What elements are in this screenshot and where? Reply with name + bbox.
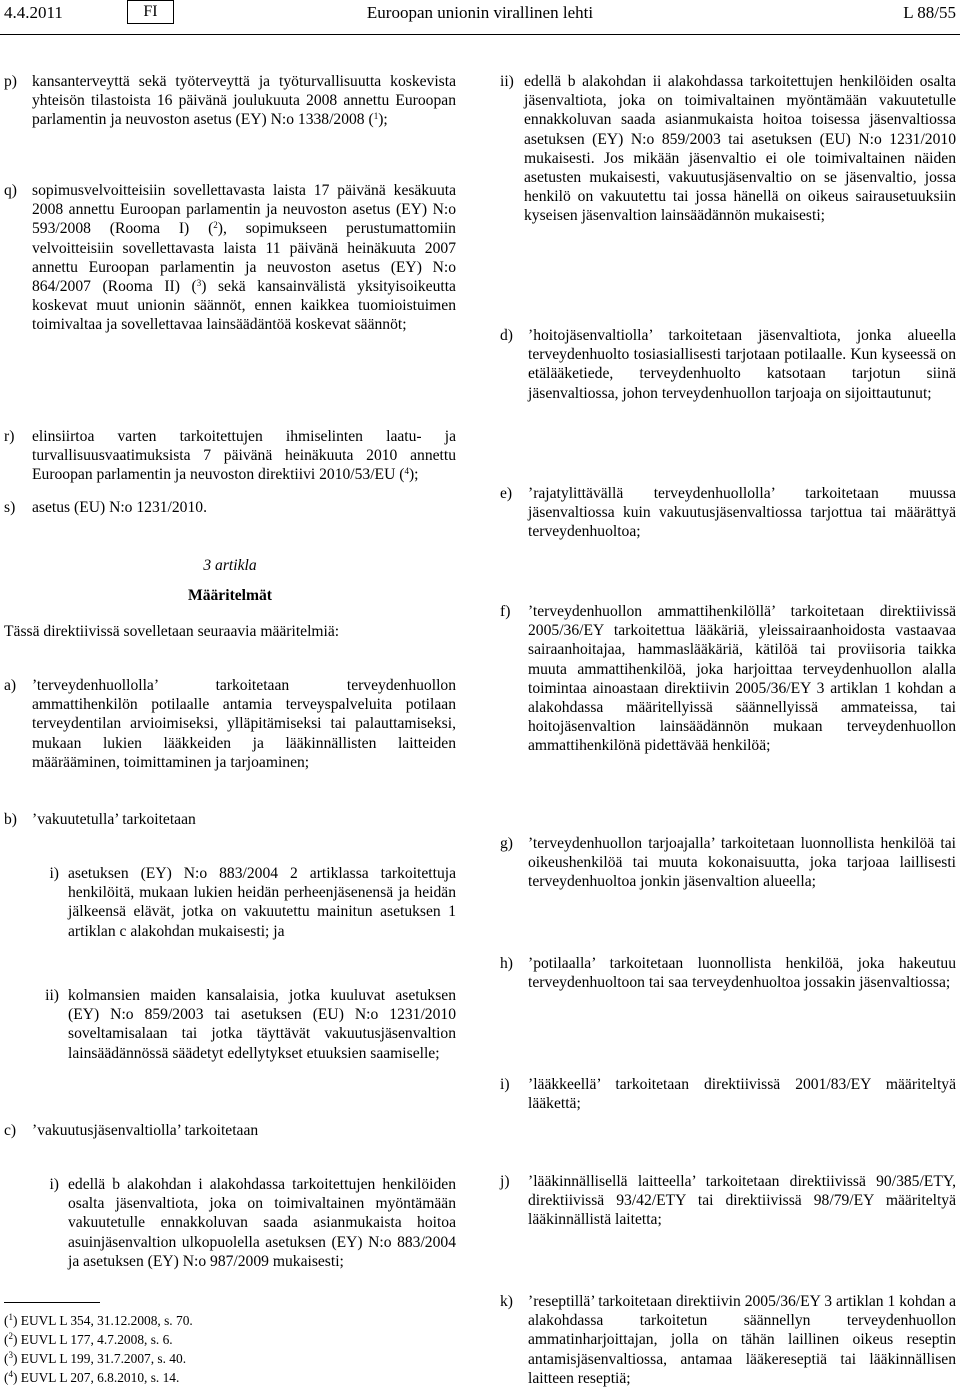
item-b-ii <box>4 986 456 1063</box>
item-label: g) <box>500 835 513 852</box>
item-text: ’terveydenhuollon ammattihenkilöllä’ tarkoitetaan direktiivissä 2005/36/EY tarkoitettua lääkäriä, yleissairaanhoidosta vastaavaa sairaanhoitajaa, hammaslääkäriä, kätilöä tai proviisoria taikka muuta ammattihenkilöä, joka harjoittaa terveydenhuollon alalla toimintaa ainoastaan direktiivin 2005/36/EY 3 artiklan 1 kohdan a alakohdassa määritellyissä säännellyissä ammateissa, tai hoitojäsenvaltion lainsäädännön mukaan terveydenhuollon ammattihenkilönä pidettävää henkilöä; <box>528 603 956 755</box>
item-g <box>500 834 956 892</box>
item-label: j) <box>500 1173 510 1190</box>
item-text: ’vakuutusjäsenvaltiolla’ tarkoitetaan <box>32 1122 259 1139</box>
item-text: kolmansien maiden kansalaisia, jotka kuuluvat asetuksen (EY) N:o 859/2003 tai asetuksen (EU) N:o 1231/2010 soveltamisalaan tai jotka täyttävät vakuutusjäsenvaltion lainsäädännössä säädetyt edellytykset etuuksien saamiselle; <box>68 987 456 1062</box>
item-label: i) <box>500 1076 510 1093</box>
footnote: ($^2$) EUVL L 177, 4.7.2008, s. 6. <box>4 1331 173 1347</box>
item-text: ’lääkinnällisellä laitteella’ tarkoitetaan direktiivissä 90/385/ETY, direktiivissä 93/42/ETY tai direktiivissä 98/79/EY määriteltyä lääkinnällistä laitetta; <box>528 1173 956 1229</box>
item-b-i <box>4 864 456 941</box>
item-text: edellä b alakohdan i alakohdassa tarkoitettujen henkilöiden osalta jäsenvaltiota, joka on toimivaltainen myöntämään vakuutetulle ennakkoluvan saada asianmukaista hoitoa asuinjäsenvaltion ulkopuolella asetuksen (EY) N:o 883/2004 ja asetuksen (EY) N:o 987/2009 mukaisesti; <box>68 1176 456 1270</box>
item-label: i) <box>49 865 59 882</box>
item-text: ’reseptillä’ tarkoitetaan direktiivin 2005/36/EY 3 artiklan 1 kohdan a alakohdassa tarkoitetun säännellyn terveydenhuollon ammatinharjoittajan, jolla on tähän laillinen oikeus reseptin antamisjäsenvaltiossa, antamaa lääkereseptiä tai lääkinnällisen laitteen reseptiä; <box>528 1293 956 1387</box>
item-p <box>4 72 456 130</box>
footnote-ref: 2 <box>213 220 218 231</box>
item-label: s) <box>4 499 16 516</box>
item-q <box>4 181 456 335</box>
item-c-i <box>4 1175 456 1271</box>
right-column <box>500 72 956 1390</box>
item-i <box>500 1075 956 1113</box>
footnote: ($^1$) EUVL L 354, 31.12.2008, s. 70. <box>4 1312 193 1328</box>
item-c <box>4 1121 456 1140</box>
item-a <box>4 676 456 772</box>
item-label: d) <box>500 327 513 344</box>
item-text: ’terveydenhuollolla’ tarkoitetaan terveydenhuollon ammattihenkilön potilaalle antamia terveyspalveluita potilaan terveydentilan arvioimiseksi, ylläpitämiseksi tai palauttamiseksi, mukaan lukien lääkkeiden ja lääkinnällisten laitteiden määrääminen, toimittaminen ja tarjoaminen; <box>32 677 456 771</box>
item-text: elinsiirtoa varten tarkoitettujen ihmiselinten laatu- ja turvallisuusvaatimuksista 7 päivänä heinäkuuta 2010 annettu Euroopan parlamentin ja neuvoston direktiivi 2010/53/EU ($^4$); <box>32 428 456 484</box>
journal-title: Euroopan unionin virallinen lehti <box>366 3 594 22</box>
item-text: ’lääkkeellä’ tarkoitetaan direktiivissä 2001/83/EY määriteltyä lääkettä; <box>528 1076 956 1113</box>
item-text: kansanterveyttä sekä työterveyttä ja työturvallisuutta koskevista yhteisön tilastoista 16 päivänä joulukuuta 2008 annettu Euroopan parlamentin ja neuvoston asetus (EY) N:o 1338/2008 ($^1$); <box>32 73 456 129</box>
item-b <box>4 810 456 829</box>
left-column <box>4 72 456 1390</box>
item-text: ’potilaalla’ tarkoitetaan luonnollista henkilöä, joka hakeutuu terveydenhuoltoon tai saa terveydenhuoltoa jossakin jäsenvaltiossa; <box>528 955 956 992</box>
item-label: i) <box>49 1176 59 1193</box>
item-text: edellä b alakohdan ii alakohdassa tarkoitettujen henkilöiden osalta jäsenvaltiota, joka on toimivaltainen myöntämään vakuutetulle ennakkoluvan saada asianmukaista hoitoa toisessa jäsenvaltiossa asetuksen (EY) N:o 859/2003 tai asetuksen (EU) N:o 1231/2010 mukaisesti. Jos mikään jäsenvaltio ei ole toimivaltainen näiden asetusten mukaisesti, vakuutusjäsenvaltio on se jäsenvaltio, jossa henkilö on vakuutettu tai jossa hänellä on oikeus sairausetuuksiin kyseisen jäsenvaltion lainsäädännön mukaisesti; <box>524 73 956 225</box>
item-label: ii) <box>500 73 514 90</box>
item-text: asetuksen (EY) N:o 883/2004 2 artiklassa tarkoitettuja henkilöitä, mukaan lukien heidän perheenjäsenensä ja heidän jälkeensä elävät, jotka on vakuutettu mainitun asetuksen 1 artiklan c alakohdan mukaisesti; ja <box>68 865 456 940</box>
header-date: 4.4.2011 <box>4 3 63 22</box>
item-label: p) <box>4 73 17 90</box>
item-e <box>500 484 956 542</box>
item-text: ’vakuutetulla’ tarkoitetaan <box>32 811 196 828</box>
item-label: e) <box>500 485 513 502</box>
definitions-intro: Tässä direktiivissä sovelletaan seuraavia määritelmiä: <box>4 623 340 640</box>
header-rule <box>0 34 960 35</box>
article-heading: Määritelmät <box>188 587 272 604</box>
item-d <box>500 326 956 403</box>
item-text: sopimusvelvoitteisiin sovellettavasta laista 17 päivänä kesäkuuta 2008 annettu Euroopan parlamentin ja neuvoston asetus (EY) N:o 593/2008 (Rooma I) ($^2$), sopimukseen perustumattomiin velvoitteisiin sovellettavasta laista 11 päivänä heinäkuuta 2007 annettu Euroopan parlamentin ja neuvoston asetus (EY) N:o 864/2007 (Rooma II) ($^3$) sekä kansainvälistä yksityisoikeutta koskevat muut unionin säännöt, ennen kaikkea tuomioistuimen toimivaltaa ja sovellettavaa lainsäädäntöä koskevat säännöt; <box>32 182 456 334</box>
item-label: a) <box>4 677 17 694</box>
item-label: q) <box>4 182 17 199</box>
item-label: r) <box>4 428 15 445</box>
page-number: L 88/55 <box>903 3 956 22</box>
item-k <box>500 1292 956 1388</box>
footnote-ref: 3 <box>196 278 202 289</box>
item-h <box>500 954 956 992</box>
item-text: ’terveydenhuollon tarjoajalla’ tarkoitetaan luonnollista henkilöä tai oikeushenkilöä tai muuta kokonaisuutta, joka tarjoaa laillisesti terveydenhuoltoa jonkin jäsenvaltion alueella; <box>528 835 956 891</box>
footnote-ref: 1 <box>373 111 379 122</box>
footnote: ($^3$) EUVL L 199, 31.7.2007, s. 40. <box>4 1350 187 1366</box>
item-label: h) <box>500 955 513 972</box>
item-label: f) <box>500 603 511 620</box>
item-text: asetus (EU) N:o 1231/2010. <box>32 499 207 516</box>
footnote: ($^4$) EUVL L 207, 6.8.2010, s. 14. <box>4 1369 180 1385</box>
item-label: k) <box>500 1293 513 1310</box>
item-j <box>500 1172 956 1230</box>
item-text: ’rajatylittävällä terveydenhuollolla’ tarkoitetaan muussa jäsenvaltiossa kuin vakuutusjäsenvaltiossa tarjottua tai määrättyä terveydenhuoltoa; <box>528 485 956 541</box>
article-number: 3 artikla <box>203 557 257 574</box>
item-label: b) <box>4 811 17 828</box>
item-r <box>4 427 456 485</box>
item-label: c) <box>4 1122 17 1139</box>
footnote-rule <box>4 1302 100 1303</box>
item-f <box>500 602 956 756</box>
item-s <box>4 498 456 517</box>
item-label: ii) <box>45 987 59 1004</box>
item-text: ’hoitojäsenvaltiolla’ tarkoitetaan jäsenvaltiota, jonka alueella terveydenhuolto tosiasiallisesti tarjotaan potilaalle. Kun kyseessä on etälääketiede, terveydenhuolto katsotaan tarjotun siinä jäsenvaltiossa, johon terveydenhuollon tarjoaja on sijoittautunut; <box>528 327 956 402</box>
item-c-ii <box>500 72 956 226</box>
language-box: FI <box>127 0 174 24</box>
footnote-ref: 4 <box>404 466 409 477</box>
